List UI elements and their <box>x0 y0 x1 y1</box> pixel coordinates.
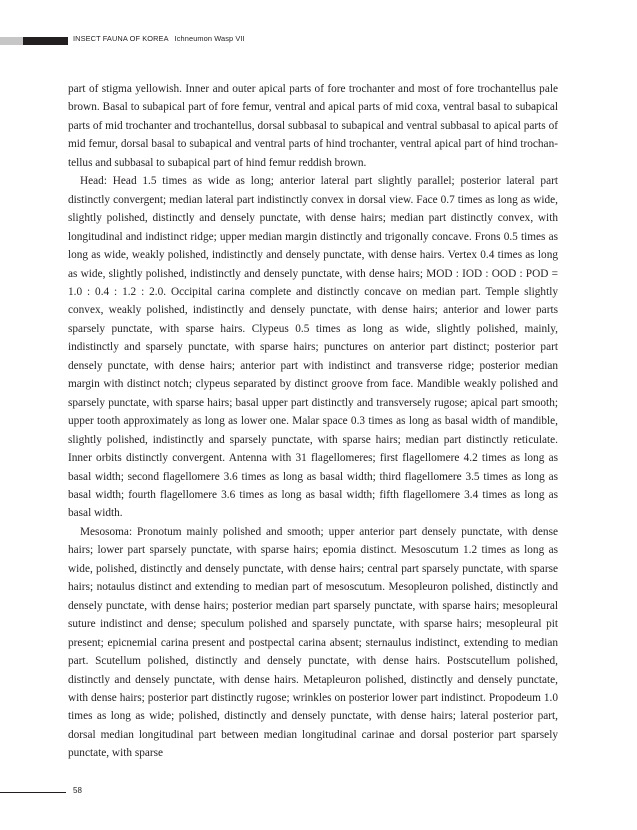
page-number: 58 <box>73 786 82 795</box>
running-header <box>73 34 245 43</box>
header-volume: Ichneumon Wasp VII <box>174 34 245 43</box>
body-text <box>68 80 558 763</box>
footer-rule <box>0 792 66 793</box>
paragraph-mesosoma: Mesosoma: Pronotum mainly polished and smooth; upper anterior part densely punctate, with dense hairs; lower part sparsely punctate, with sparse hairs; epomia distinct. Mesoscutum 1.2 times as long as wide, polished, distinctly and densely punctate, with dense hairs; central part sparsely punctate, with sparse hairs; notaulus distinct and extending to median part of mesoscutum. Mesopleuron polished, distinctly and densely punctate, with dense hairs; posterior median part sparsely punctate, with sparse hairs; mesopleural suture indistinct and dense; speculum polished and sparsely punctate, with sparse hairs; mesopleural pit present; epicnemial carina present and postpectal carina absent; sternaulus indistinct, extending to median part. Scutellum polished, distinctly and densely punctate, with dense hairs. Postscutellum polished, distinctly and densely punctate, with dense hairs. Metapleuron polished, distinctly and densely punctate, with dense hairs; posterior part distinctly rugose; wrinkles on posterior lower part indistinct. Propodeum 1.0 times as long as wide; polished, distinctly and densely punctate, with dense hairs; lateral posterior part, dorsal median longitudinal part between median longitudinal carinae and dorsal posterior part sparsely punctate, with sparse <box>68 525 558 760</box>
header-series: INSECT FAUNA OF KOREA <box>73 34 169 43</box>
header-bar-light <box>0 37 23 45</box>
paragraph-head: Head: Head 1.5 times as wide as long; anterior lateral part slightly parallel; posterior lateral part distinctly convergent; median lateral part indistinctly convex in dorsal view. Face 0.7 times as long as wide, slightly polished, distinctly and densely punctate, with dense hairs; median part distinctly convex, with longitudinal and indistinct ridge; upper median margin distinctly and trigonally concave. Frons 0.5 times as long as wide, weakly polished, indistinctly and densely punctate, with dense hairs. Vertex 0.4 times as long as wide, slightly polished, indistinctly and densely punctate, with dense hairs; MOD : IOD : OOD : POD = 1.0 : 0.4 : 1.2 : 2.0. Occipital carina complete and distinctly concave on median part. Temple slightly convex, weakly polished, indistinctly and densely punctate, with dense hairs; anterior and lower parts sparsely punctate, with sparse hairs. Clypeus 0.5 times as long as wide, slightly polished, mainly, indistinctly and sparsely punctate, with sparse hairs; punctures on anterior part distinct; posterior part densely punctate, with dense hairs; anterior part with indistinct and transverse ridge; posterior median margin with distinct notch; clypeus separated by distinct groove from face. Mandible weakly polished and sparsely punctate, with sparse hairs; basal upper part distinctly and transversely rugose; apical part smooth; upper tooth approximately as long as lower one. Malar space 0.3 times as long as basal width of mandible, slightly polished, indistinctly and sparsely punctate, with sparse hairs; median part distinctly reticulate. Inner orbits distinctly convergent. Antenna with 31 flagellomeres; first flagellomere 4.2 times as long as basal width; second flagellomere 3.6 times as long as basal width; third flagellomere 3.5 times as long as basal width; fourth flagellomere 3.6 times as long as basal width; fifth flagellomere 3.4 times as long as basal width. <box>68 175 558 520</box>
header-bar-dark <box>23 37 68 45</box>
paragraph-color-continuation: part of stigma yellowish. Inner and outer apical parts of fore trochanter and most of fore trochantellus pale brown. Basal to subapical part of fore femur, ventral and apical parts of mid coxa, ventral basal to subapical parts of mid trochanter and trochantellus, dorsal subbasal to subapical and ventral subbasal to apical parts of mid femur, dorsal basal to subapical and ventral parts of hind trochanter, ventral apical part of hind trochantellus and subbasal to subapical part of hind femur reddish brown. <box>68 83 558 169</box>
